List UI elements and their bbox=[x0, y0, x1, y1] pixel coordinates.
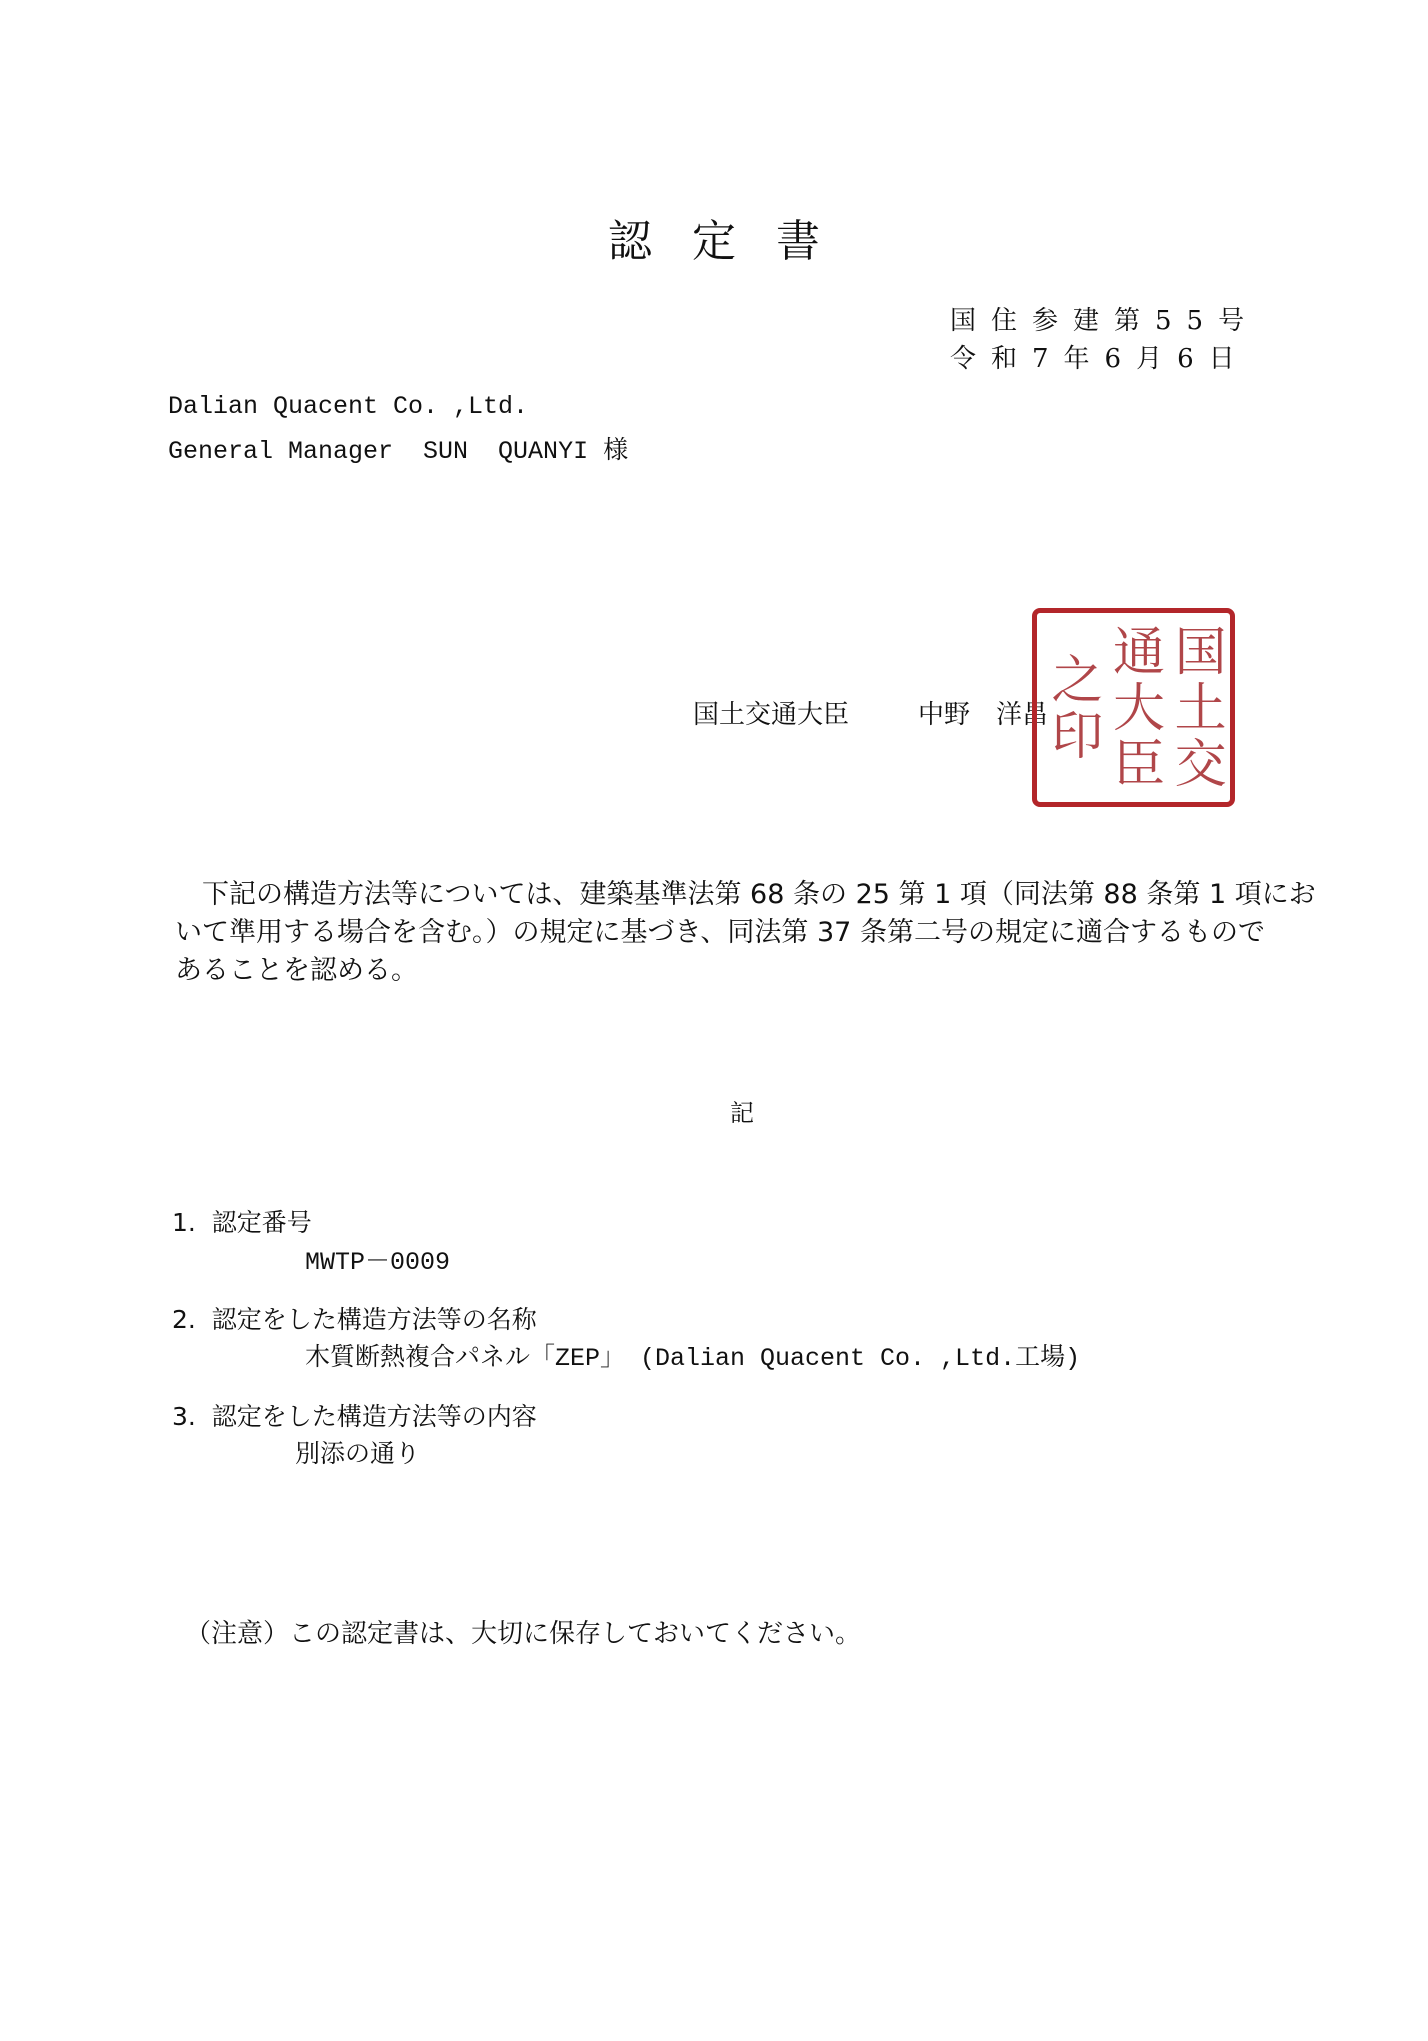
item-value: 木質断熱複合パネル「ZEP」 (Dalian Quacent Co. ,Ltd.工場) bbox=[305, 1344, 1081, 1373]
reference-number: 国住参建第55号 bbox=[950, 306, 1260, 336]
item-label: 1. 認定番号 bbox=[172, 1208, 312, 1237]
addressee-person: General Manager SUN QUANYI 様 bbox=[168, 437, 629, 466]
seal-column: 国土交 bbox=[1165, 623, 1226, 792]
seal-column: 通大臣 bbox=[1103, 623, 1164, 792]
ki-heading: 記 bbox=[730, 1099, 754, 1127]
issue-date: 令和7年6月6日 bbox=[950, 344, 1250, 374]
body-line: 下記の構造方法等については、建築基準法第 68 条の 25 第 1 項（同法第 88 条第 1 項にお bbox=[175, 879, 1316, 910]
item-value: MWTP－0009 bbox=[305, 1248, 451, 1277]
issuer-title: 国土交通大臣 bbox=[693, 700, 850, 730]
item-value: 別添の通り bbox=[295, 1439, 421, 1468]
body-line: あることを認める。 bbox=[175, 955, 418, 986]
item-label: 2. 認定をした構造方法等の名称 bbox=[172, 1305, 537, 1334]
document-title: 認定書 bbox=[608, 216, 860, 267]
issuer-name: 中野 洋昌 bbox=[918, 700, 1049, 730]
item-label: 3. 認定をした構造方法等の内容 bbox=[172, 1402, 537, 1431]
addressee-company: Dalian Quacent Co. ,Ltd. bbox=[168, 392, 529, 421]
seal-column: 之印 bbox=[1041, 651, 1102, 764]
note: （注意）この認定書は、大切に保存しておいてください。 bbox=[185, 1619, 862, 1649]
official-seal bbox=[1032, 608, 1235, 807]
body-line: いて準用する場合を含む。）の規定に基づき、同法第 37 条第二号の規定に適合するもので bbox=[175, 917, 1265, 948]
